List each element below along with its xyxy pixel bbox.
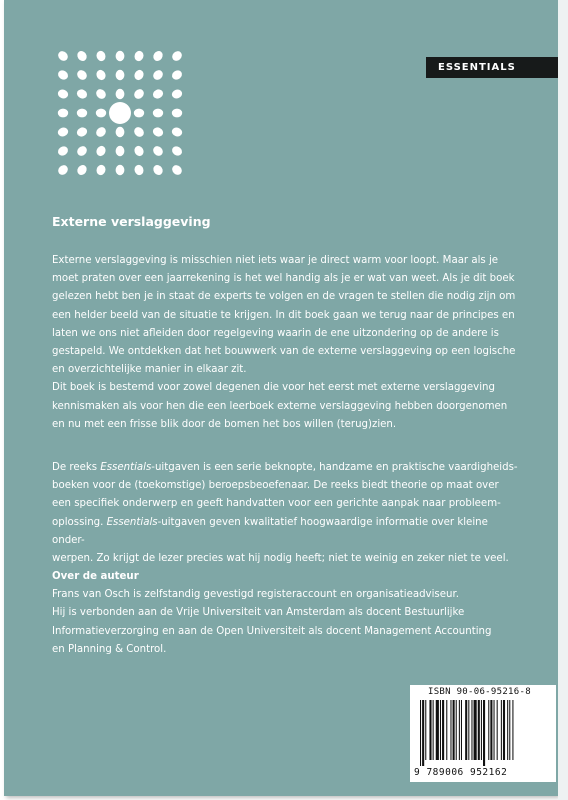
- text-line: een helder beeld van de situatie te krijgen. In dit boek gaan we terug naar de principes en: [52, 309, 515, 321]
- text-line: Dit boek is bestemd voor zowel degenen die voor het eerst met externe verslaggeving: [52, 382, 495, 394]
- text-line: De reeks Essentials-uitgaven is een serie beknopte, handzame en praktische vaardigheids-: [52, 462, 518, 473]
- text-line: boeken voor de (toekomstige) beroepsbeoefenaar. De reeks biedt theorie op maat over: [52, 480, 499, 492]
- series-paragraph: [52, 459, 522, 568]
- text-line: een specifiek onderwerp en geeft handvatten voor een gerichte aanpak naar probleem-: [52, 498, 501, 510]
- cover-edge: [558, 0, 568, 800]
- text-line: Hij is verbonden aan de Vrije Universiteit van Amsterdam als docent Bestuurlijke: [52, 607, 465, 619]
- isbn-label: ISBN 90-06-95216-8: [428, 687, 531, 697]
- ean-number: 9 789006 952162: [414, 767, 508, 778]
- text-line: moet praten over een jaarrekening is het wel handig als je er wat van weet. Als je dit boek: [52, 273, 515, 285]
- page-title: Externe verslaggeving: [52, 214, 211, 229]
- text-line: Externe verslaggeving is misschien niet iets waar je direct warm voor loopt. Maar als je: [52, 255, 499, 266]
- text-line: en Planning & Control.: [52, 643, 167, 655]
- text-line: Informatieverzorging en aan de Open Universiteit als docent Management Accounting: [52, 625, 492, 637]
- author-section: [52, 568, 522, 659]
- barcode-bars-icon: [420, 700, 548, 766]
- series-logo-icon: [52, 45, 192, 185]
- text-line: oplossing. Essentials-uitgaven geven kwalitatief hoogwaardige informatie over kleine onder-: [52, 516, 488, 546]
- text-line: gestapeld. We ontdekken dat het bouwwerk van de externe verslaggeving op een logische: [52, 346, 516, 358]
- text-line: laten we ons niet afleiden door regelgeving waarin de ene uitzondering op de andere is: [52, 327, 499, 339]
- intro-paragraph: [52, 252, 522, 434]
- text-line: werpen. Zo krijgt de lezer precies wat hij nodig heeft; niet te weinig en zeker niet te veel.: [52, 553, 509, 565]
- text-line: kennismaken als voor hen die een leerboek externe verslaggeving hebben doorgenomen: [52, 400, 508, 412]
- text-line: Frans van Osch is zelfstandig gevestigd registeraccount en organisatieadviseur.: [52, 589, 459, 601]
- text-line: gelezen hebt ben je in staat de experts te volgen en de vragen te stellen die nodig zijn om: [52, 291, 516, 303]
- text-line: en nu met een frisse blik door de bomen het bos willen (terug)zien.: [52, 418, 397, 430]
- author-heading: Over de auteur: [52, 571, 139, 582]
- series-badge: ESSENTIALS: [426, 57, 558, 78]
- barcode: [410, 685, 556, 782]
- text-line: en overzichtelijke manier in elkaar zit.: [52, 364, 247, 376]
